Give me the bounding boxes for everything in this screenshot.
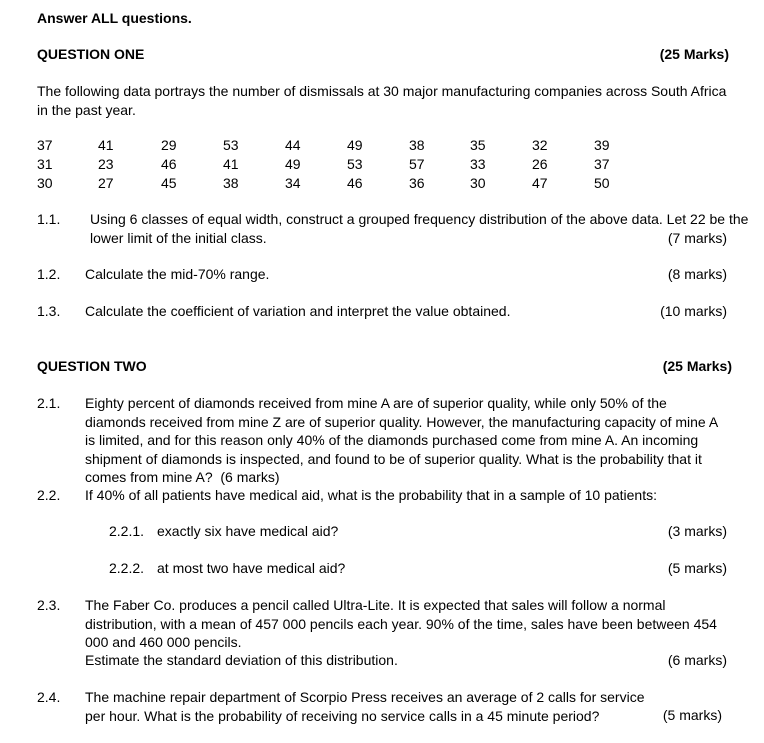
item-number: 2.4. bbox=[37, 689, 61, 705]
data-cell: 26 bbox=[532, 156, 548, 172]
data-cell: 23 bbox=[98, 156, 114, 172]
data-cell: 50 bbox=[594, 175, 610, 191]
question-one-intro: The following data portrays the number of dismissals at 30 major manufacturing companies across South Africa in the past year. bbox=[37, 83, 727, 118]
question-two-heading: QUESTION TWO bbox=[37, 358, 147, 374]
subitem-number: 2.2.1. bbox=[109, 523, 145, 539]
question-one-marks: (25 Marks) bbox=[659, 46, 729, 62]
data-cell: 37 bbox=[37, 137, 53, 153]
item-number: 2.3. bbox=[37, 597, 61, 613]
item-marks: (10 marks) bbox=[660, 303, 727, 319]
item-text: If 40% of all patients have medical aid, what is the probability that in a sample of 10 patients: bbox=[85, 487, 657, 503]
item-number: 1.1. bbox=[37, 211, 61, 227]
data-cell: 34 bbox=[285, 175, 301, 191]
data-cell: 53 bbox=[347, 156, 363, 172]
item-text: Calculate the mid-70% range. bbox=[85, 266, 270, 282]
data-cell: 41 bbox=[98, 137, 114, 153]
subitem-number: 2.2.2. bbox=[109, 560, 145, 576]
item-text: The machine repair department of Scorpio Press receives an average of 2 calls for service per hour. What is the probability of receiving no service calls in a 45 minute period? bbox=[85, 689, 645, 724]
data-cell: 30 bbox=[37, 175, 53, 191]
item-followup: Estimate the standard deviation of this distribution. bbox=[85, 652, 398, 668]
item-number: 2.1. bbox=[37, 395, 61, 411]
data-cell: 38 bbox=[409, 137, 425, 153]
instruction: Answer ALL questions. bbox=[37, 10, 192, 26]
subitem-text: at most two have medical aid? bbox=[157, 560, 346, 576]
data-cell: 49 bbox=[285, 156, 301, 172]
data-cell: 33 bbox=[470, 156, 486, 172]
data-cell: 49 bbox=[347, 137, 363, 153]
data-cell: 41 bbox=[223, 156, 239, 172]
data-cell: 46 bbox=[347, 175, 363, 191]
item-marks: (6 marks) bbox=[667, 652, 727, 668]
item-number: 1.3. bbox=[37, 303, 61, 319]
data-cell: 39 bbox=[594, 137, 610, 153]
item-text: The Faber Co. produces a pencil called Ultra-Lite. It is expected that sales will follow a normal distribution, with a mean of 457 000 pencils each year. 90% of the time, sales have been between 454 000 and 460 000 pencils. bbox=[85, 597, 717, 650]
item-number: 2.2. bbox=[37, 487, 61, 503]
data-cell: 44 bbox=[285, 137, 301, 153]
subitem-text: exactly six have medical aid? bbox=[157, 523, 339, 539]
item-marks: (7 marks) bbox=[667, 230, 727, 246]
data-cell: 45 bbox=[161, 175, 177, 191]
item-marks: (8 marks) bbox=[667, 266, 727, 282]
item-marks: (3 marks) bbox=[667, 523, 727, 539]
item-text: Eighty percent of diamonds received from mine A are of superior quality, while only 50% of the diamonds received from mine Z are of superior quality. However, the manufacturing capacity of mine A is limited, and for this reason only 40% of the diamonds purchased come from mine A. An incoming shipment of diamonds is inspected, and found to be of superior quality. What is the probability that it comes from mine A? (6 marks) bbox=[85, 395, 718, 485]
item-marks: (6 marks) bbox=[220, 469, 280, 485]
data-cell: 57 bbox=[409, 156, 425, 172]
item-marks: (5 marks) bbox=[667, 560, 727, 576]
data-cell: 46 bbox=[161, 156, 177, 172]
data-cell: 38 bbox=[223, 175, 239, 191]
data-cell: 31 bbox=[37, 156, 53, 172]
item-number: 1.2. bbox=[37, 266, 61, 282]
data-cell: 47 bbox=[532, 175, 548, 191]
data-cell: 37 bbox=[594, 156, 610, 172]
data-cell: 27 bbox=[98, 175, 114, 191]
item-text: Using 6 classes of equal width, construct a grouped frequency distribution of the above data. Let 22 be the bbox=[90, 211, 749, 227]
data-cell: 53 bbox=[223, 137, 239, 153]
item-text: Calculate the coefficient of variation and interpret the value obtained. bbox=[85, 303, 511, 319]
data-cell: 29 bbox=[161, 137, 177, 153]
data-cell: 35 bbox=[470, 137, 486, 153]
item-text: lower limit of the initial class. bbox=[90, 230, 267, 246]
data-cell: 32 bbox=[532, 137, 548, 153]
data-cell: 36 bbox=[409, 175, 425, 191]
question-one-heading: QUESTION ONE bbox=[37, 46, 145, 62]
item-marks: (5 marks) bbox=[662, 707, 722, 723]
question-two-marks: (25 Marks) bbox=[662, 358, 732, 374]
data-cell: 30 bbox=[470, 175, 486, 191]
